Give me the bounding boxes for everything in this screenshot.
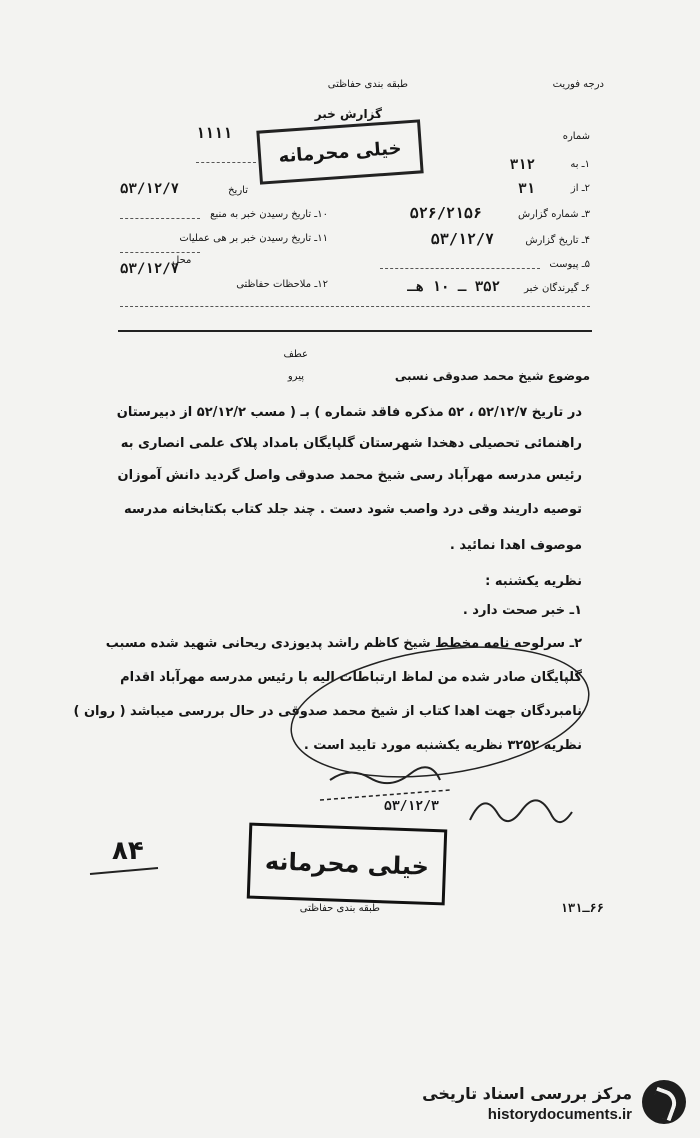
opinion-item-3: گلپایگان صادر شده من لماظ ارتباطات الیه با رئیس مدرسه مهرآباد اقدام bbox=[120, 670, 582, 685]
watermark-logo bbox=[406, 1078, 686, 1128]
field-place-label: محل bbox=[172, 255, 192, 266]
field-az-value: ۳۱ bbox=[518, 181, 535, 197]
report-title: گزارش خبر bbox=[314, 107, 382, 121]
field-date-value: ۵۳/۱۲/۷ bbox=[120, 181, 180, 197]
margin-handwritten-number: ۸۴ bbox=[112, 836, 144, 866]
watermark-url: historydocuments.ir bbox=[487, 1106, 632, 1123]
margin-atf: عطف bbox=[283, 349, 308, 360]
opinion-item-1: ۱ـ خبر صحت دارد . bbox=[462, 603, 582, 618]
body-line-5: موصوف اهدا نمائید . bbox=[449, 538, 582, 553]
signature-stroke bbox=[330, 767, 440, 783]
field-shomare-label: شماره bbox=[562, 131, 590, 142]
initials-stroke bbox=[470, 800, 572, 822]
top-stamp-text: خیلی محرمانه bbox=[277, 137, 403, 167]
opinion-item-5: نظریه ۳۲۵۲ نظریه یکشنبه مورد تایید است . bbox=[303, 738, 582, 753]
bottom-confidential-stamp bbox=[247, 823, 448, 906]
field-ops-date-label: ۱۱ـ تاریخ رسیدن خبر بر هی عملیات bbox=[179, 233, 328, 244]
field-place-value: ۵۳/۱۲/۷ bbox=[120, 261, 180, 277]
field-source-date-label: ۱۰ـ تاریخ رسیدن خبر به منبع bbox=[210, 209, 328, 220]
field-report-number-value: ۵۲۶/۲۱۵۶ bbox=[409, 204, 482, 222]
field-report-number-label: ۳ـ شماره گزارش bbox=[517, 209, 590, 220]
watermark-name: مرکز بررسی اسناد تاریخی bbox=[422, 1084, 632, 1103]
opinion-item-2: ۲ـ سرلوحه نامه مخطط شیخ کاظم راشد پدیوزدی ریحانی شهید شده مسبب bbox=[105, 636, 582, 651]
opinion-circle-mark bbox=[283, 630, 597, 795]
body-line-3: رئیس مدرسه مهرآباد رسی شیخ محمد صدوقی واصل گردید دانش آموزان bbox=[117, 468, 582, 483]
margin-peyro: پیرو bbox=[287, 371, 304, 382]
watermark-emblem-icon bbox=[642, 1080, 686, 1124]
field-be-value: ۳۱۲ bbox=[509, 157, 535, 173]
opinion-title: نظریه یکشنبه : bbox=[485, 574, 582, 589]
field-date-label: تاریخ bbox=[228, 185, 248, 196]
priority-label: درجه فوریت bbox=[552, 79, 604, 90]
field-az-label: ۲ـ از bbox=[570, 183, 590, 194]
subject-line: موضوع شیخ محمد صدوقی نسبی bbox=[394, 369, 590, 383]
field-recipients-label: ۶ـ گیرندگان خبر bbox=[524, 283, 590, 294]
margin-number-underline bbox=[90, 868, 158, 874]
body-line-2: راهنمائی تحصیلی دهخدا شهرستان گلپایگان بامداد پلاک علمی انصاری به bbox=[120, 436, 582, 451]
field-report-date-value: ۵۳/۱۲/۷ bbox=[430, 230, 494, 248]
classification-label-top: طبقه بندی حفاظتی bbox=[327, 79, 408, 90]
field-security-notes-label: ۱۲ـ ملاحظات حفاظتی bbox=[236, 279, 328, 290]
field-be-label: ۱ـ به bbox=[570, 159, 590, 170]
body-line-4: توصیه داریند وقی درد واصب شود دست . چند جلد کتاب بکتابخانه مدرسه bbox=[123, 502, 582, 517]
bottom-stamp-text: خیلی محرمانه bbox=[264, 847, 430, 881]
body-line-1: در تاریخ ۵۲/۱۲/۷ ، ۵۲ مذکره فاقد شماره ) بـ ( مسب ۵۲/۱۲/۲ از دبیرستان bbox=[116, 405, 582, 420]
signature-date: ۵۳/۱۲/۳ bbox=[384, 799, 439, 814]
top-number: ۱۱۱۱ bbox=[196, 124, 233, 142]
form-number: ۶۶ـ۱۳۱ bbox=[560, 901, 604, 915]
opinion-item-4: نامبردگان جهت اهدا کتاب از شیخ محمد صدوقی در حال بررسی میباشد ( روان ) bbox=[73, 704, 582, 719]
field-recipients-value: ۳۵۲ ـ ۱۰ هـ bbox=[407, 279, 500, 295]
field-report-date-label: ۴ـ تاریخ گزارش bbox=[525, 235, 590, 246]
field-attachment-label: ۵ـ پیوست bbox=[549, 259, 590, 270]
classification-label-bottom: طبقه بندی حفاظتی bbox=[299, 903, 380, 914]
